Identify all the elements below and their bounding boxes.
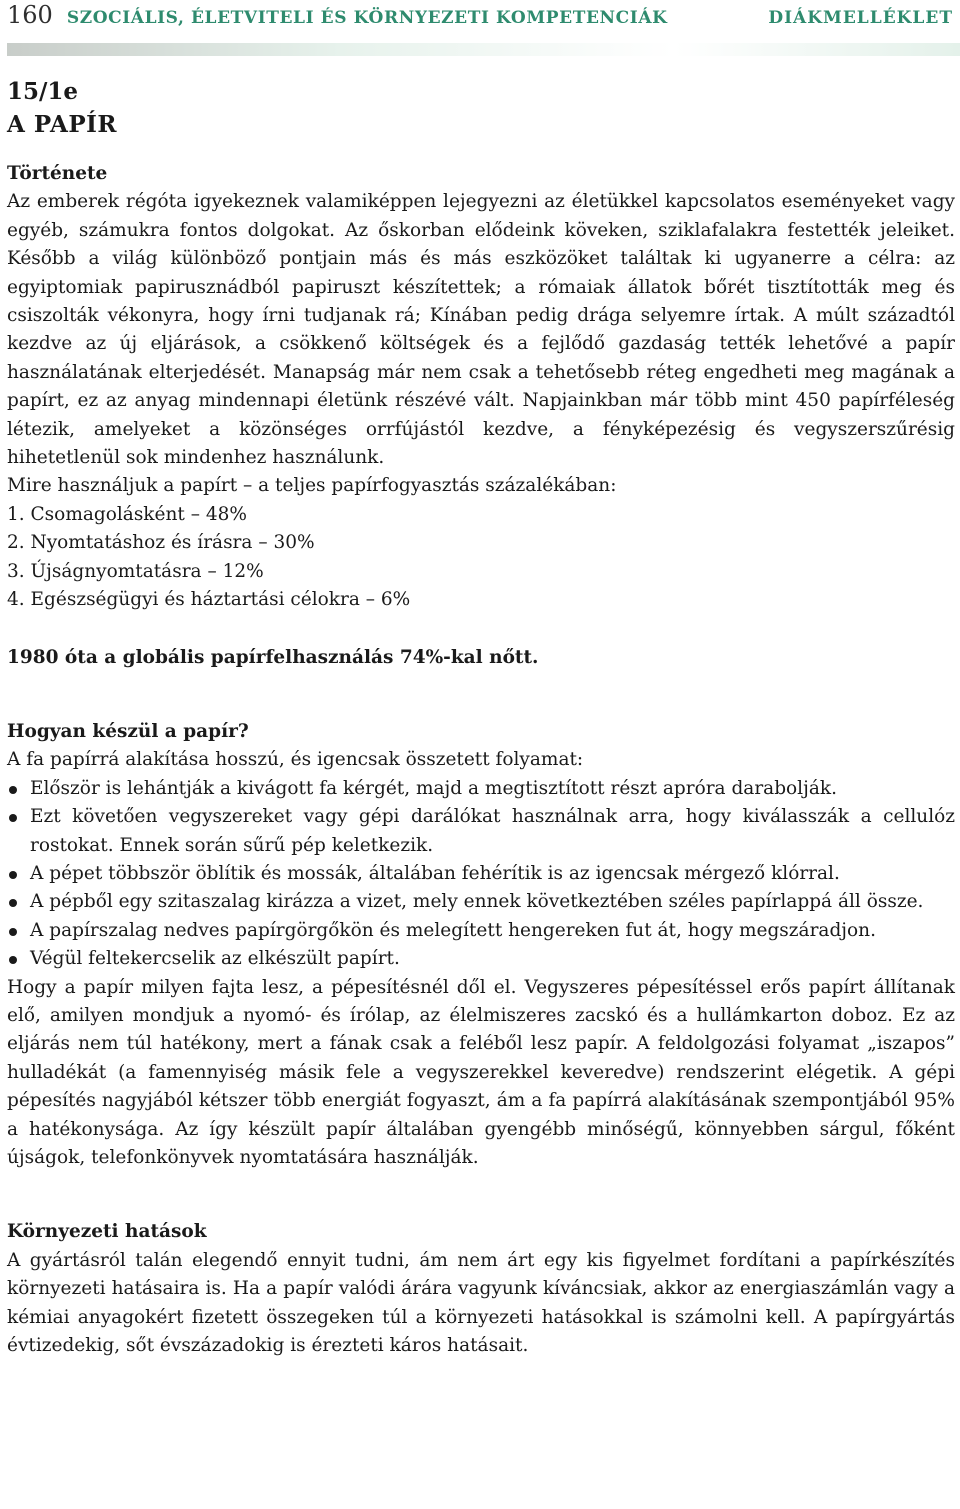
highlight-statement: 1980 óta a globális papírfelhasználás 74%-kal nőtt. [7, 646, 539, 668]
step-text: A pépet többször öblítik és mossák, általában fehérítik is az igencsak mérgező klórral. [30, 862, 840, 884]
list-item: 2. Nyomtatáshoz és írásra – 30% [7, 532, 315, 554]
bullet-icon [9, 899, 17, 907]
bullet-icon [9, 786, 17, 794]
bullet-icon [9, 871, 17, 879]
history-paragraph: Az emberek régóta igyekeznek valamiképpen lejegyezni az életükkel kapcsolatos eseményeket vagy egyéb, számukra fontos dolgokat. Az őskorban elődeink köveken, sziklafalakra festették jeleiket. Később a világ különböző pontjain más és más eszközöket találtak ki ugyanerre a célra: az egyiptomiak papirusznádból papiruszt készítettek; a rómaiak állatok bőrét tisztították meg és csiszolták vékonyra, hogy írni tudjanak rá; Kínában pedig drága selyemre írtak. A múlt századtól kezdve az új eljárások, a csökkenő költségek és a fejlődő gazdaság tették lehetővé a papír használatának elterjedését. Manapság már nem csak a tehetősebb réteg engedheti meg magának a papírt, ez az anyag mindennapi életünk részévé vált. Napjainkban már több mint 450 papírféleség létezik, amelyeket a közönséges orrfújástól kezdve, a fényképezésig és vegyszerszűrésig hihetetlenül sok mindenhez használunk. [7, 191, 955, 469]
bullet-icon [9, 928, 17, 936]
header-right-label: DIÁKMELLÉKLET [768, 8, 953, 28]
list-item [7, 888, 955, 916]
list-item [7, 775, 955, 803]
usage-intro: Mire használjuk a papírt – a teljes papírfogyasztás százalékában: [7, 475, 617, 497]
process-steps-list [7, 775, 955, 974]
step-text: A papírszalag nedves papírgörgőkön és melegített hengereken fut át, hogy megszáradjon. [30, 919, 876, 941]
document-code: 15/1e [7, 78, 79, 105]
step-text: Végül feltekercselik az elkészült papírt. [30, 948, 400, 970]
page-content [7, 70, 955, 1360]
document-title: A PAPÍR [7, 111, 117, 138]
list-item [7, 803, 955, 860]
section-title: SZOCIÁLIS, ÉLETVITELI ÉS KÖRNYEZETI KOMPETENCIÁK [66, 8, 668, 28]
environment-heading: Környezeti hatások [7, 1221, 207, 1243]
list-item [7, 917, 955, 945]
environment-paragraph: A gyártásról talán elegendő ennyit tudni, ám nem árt egy kis figyelmet fordítani a papírkészítés környezeti hatásaira is. Ha a papír valódi árára vagyunk kíváncsiak, akkor az energiaszámlán vagy a kémiai anyagokért fizetett összegeken túl a környezeti hatásokkal is számolni kell. A papírgyártás évtizedekig, sőt évszázadokig is érezteti káros hatásait. [7, 1249, 955, 1357]
making-paragraph: Hogy a papír milyen fajta lesz, a pépesítésnél dől el. Vegyszeres pépesítéssel erős papírt állítanak elő, amilyen mondjuk a nyomó- és írólap, az élelmiszeres zacskó és a hullámkarton doboz. Ez az eljárás nem túl hatékony, mert a fának csak a feléből lesz papír. A feldolgozási folyamat „iszapos” hulladékát (a famennyiség másik fele a vegyszerekkel keveredve) rendszerint elégetik. A gépi pépesítés nagyjából kétszer több energiát fogyaszt, ám a fa papírrá alakításának szempontjából 95% a hatékonysága. Az így készült papír általában gyengébb minőségű, könnyebben sárgul, főként újságok, telefonkönyvek nyomtatására használják. [7, 976, 955, 1168]
making-heading: Hogyan készül a papír? [7, 720, 249, 742]
history-heading: Története [7, 163, 108, 184]
making-intro: A fa papírrá alakítása hosszú, és igencsak összetett folyamat: [7, 749, 584, 771]
step-text: Először is lehántják a kivágott fa kérgét, majd a megtisztított részt apróra darabolják. [30, 777, 837, 799]
usage-list [7, 501, 955, 615]
step-text: A pépből egy szitaszalag kirázza a vizet, mely ennek következtében széles papírlappá áll össze. [30, 891, 924, 913]
bullet-icon [9, 814, 17, 822]
list-item [7, 945, 955, 973]
page-number: 160 [7, 1, 53, 29]
list-item [7, 860, 955, 888]
page-header [7, 0, 953, 30]
header-divider [7, 43, 960, 56]
step-text: Ezt követően vegyszereket vagy gépi darálókat használnak arra, hogy kiválasszák a cellulóz rostokat. Ennek során sűrű pép keletkezik. [30, 806, 955, 856]
list-item: 3. Újságnyomtatásra – 12% [7, 560, 264, 582]
list-item: 1. Csomagolásként – 48% [7, 503, 247, 525]
list-item: 4. Egészségügyi és háztartási célokra – 6% [7, 589, 411, 611]
bullet-icon [9, 956, 17, 964]
